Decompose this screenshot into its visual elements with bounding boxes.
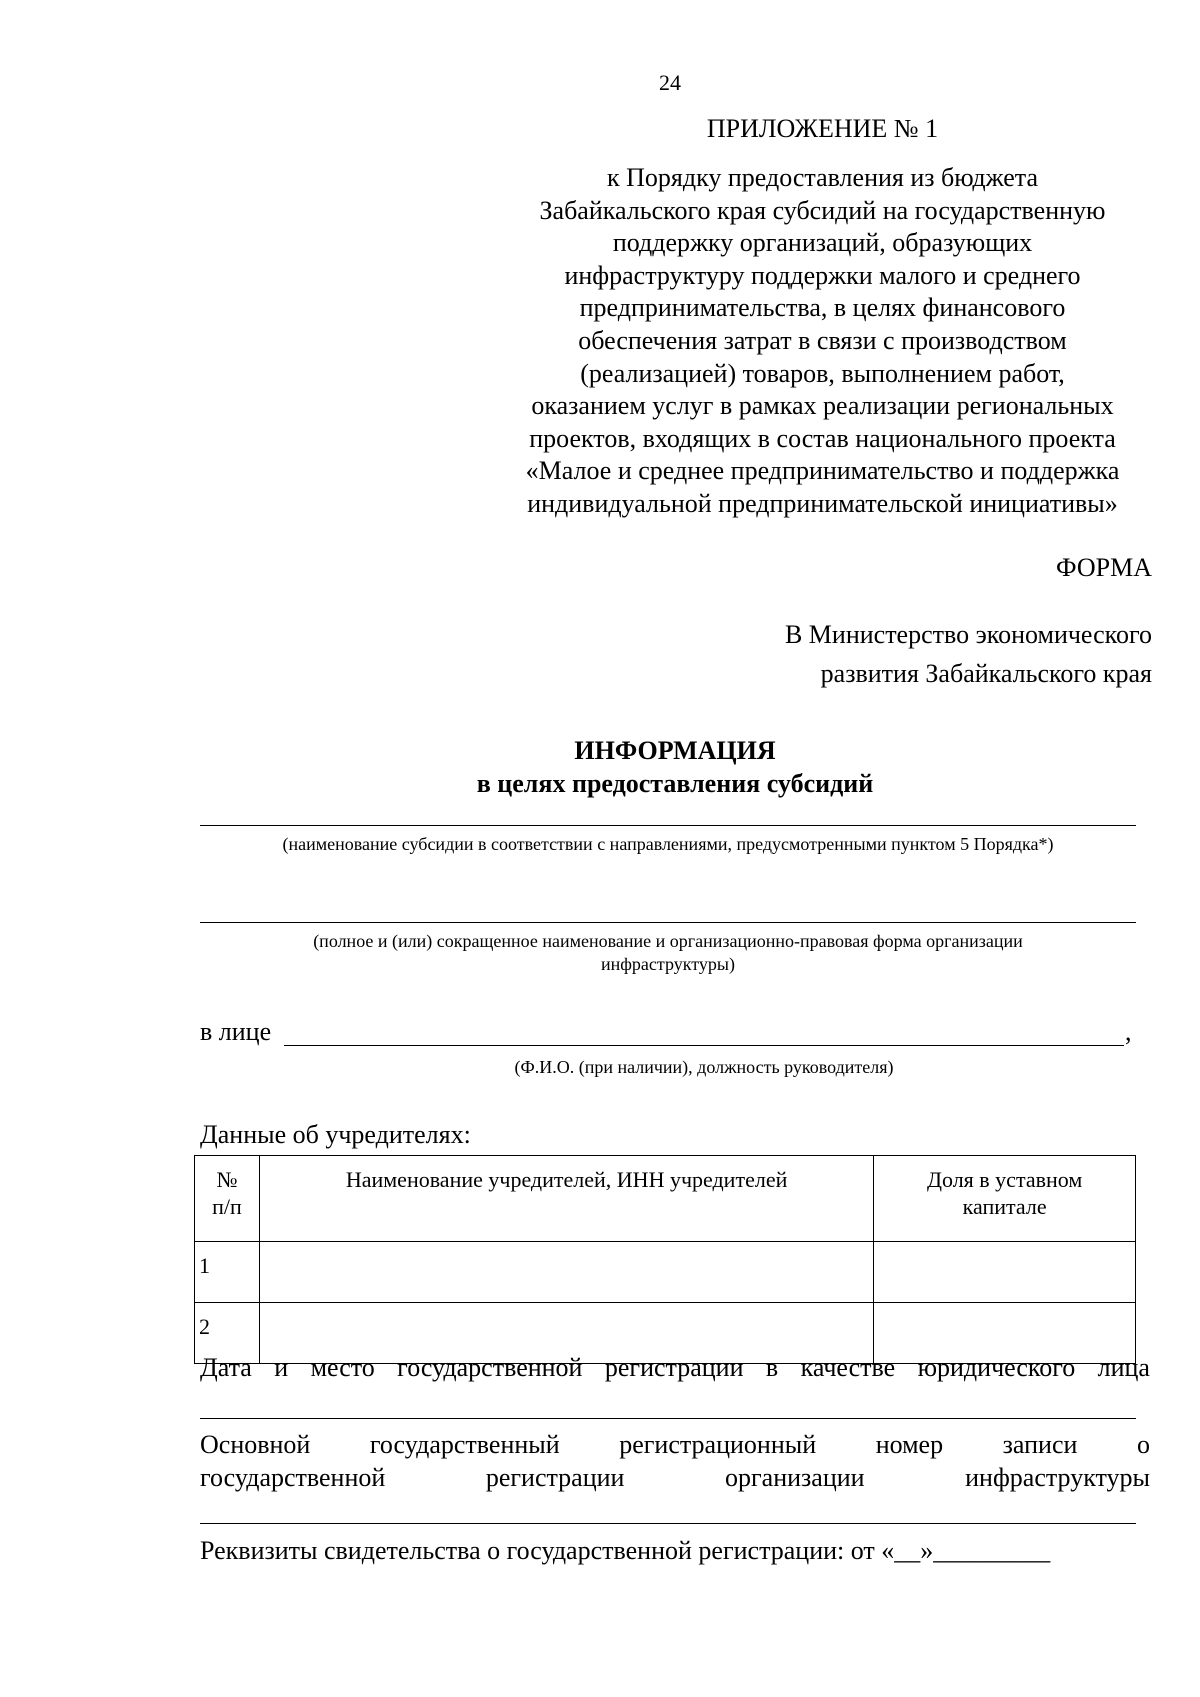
label-word: регистрации (604, 1353, 744, 1382)
label-word: и (274, 1353, 289, 1382)
appendix-line: индивидуальной предпринимательской инициативы» (527, 488, 1118, 518)
column-header-share-line: Доля в уставном (926, 1167, 1083, 1192)
addressee-line: В Министерство экономического (784, 620, 1152, 649)
ogrn-label-line (200, 1463, 1150, 1493)
ogrn-field-line[interactable] (200, 1523, 1136, 1524)
represented-by-comma: , (1125, 1017, 1132, 1046)
appendix-line: «Малое и среднее предпринимательство и поддержка (525, 456, 1120, 486)
document-title-main: ИНФОРМАЦИЯ (574, 736, 776, 765)
appendix-line: (реализацией) товаров, выполнением работ, (580, 358, 1065, 388)
label-word: государственный (369, 1430, 560, 1459)
org-name-hint-line: (полное и (или) сокращенное наименование и организационно-правовая форма организации (313, 931, 1023, 951)
founder-name-cell[interactable] (259, 1242, 873, 1303)
label-word: качестве (800, 1353, 896, 1382)
appendix-line: оказанием услуг в рамках реализации региональных (531, 391, 1114, 421)
appendix-line: Забайкальского края субсидий на государственную (539, 195, 1106, 225)
appendix-line: инфраструктуру поддержки малого и среднего (564, 260, 1081, 290)
label-word: лица (1097, 1353, 1150, 1382)
column-header-share (874, 1156, 1136, 1242)
appendix-line: к Порядку предоставления из бюджета (607, 163, 1038, 192)
founders-table-header (195, 1156, 1136, 1242)
represented-by-label: в лице (200, 1017, 272, 1046)
head-name-hint: (Ф.И.О. (при наличии), должность руководителя) (514, 1057, 894, 1077)
org-name-field-line[interactable] (200, 922, 1136, 923)
label-word: государственной (397, 1353, 583, 1382)
row-number-cell: 2 (195, 1303, 260, 1364)
org-name-hint (200, 930, 1136, 976)
document-title-sub: в целях предоставления субсидий (476, 769, 874, 798)
label-word: государственной (200, 1463, 386, 1492)
ogrn-label-line (200, 1430, 1150, 1460)
document-title (200, 734, 1150, 800)
table-row (195, 1242, 1136, 1303)
founder-share-cell[interactable] (874, 1242, 1136, 1303)
certificate-details-label: Реквизиты свидетельства о государственной регистрации: от «__»_________ (200, 1536, 1051, 1565)
label-word: в (765, 1353, 779, 1382)
appendix-description (475, 162, 1170, 521)
label-word: записи (1002, 1430, 1078, 1459)
form-label: ФОРМА (1056, 553, 1152, 582)
label-word: организации (725, 1463, 865, 1492)
org-name-hint-line: инфраструктуры) (601, 954, 735, 974)
appendix-title: ПРИЛОЖЕНИЕ № 1 (706, 114, 939, 143)
label-word: номер (875, 1430, 944, 1459)
head-name-field-line[interactable] (284, 1045, 1124, 1046)
appendix-line: предпринимательства, в целях финансового (579, 293, 1066, 323)
addressee (785, 615, 1152, 693)
appendix-line: обеспечения затрат в связи с производством (578, 325, 1067, 355)
column-header-share-line: капитале (962, 1194, 1047, 1219)
label-word: место (310, 1353, 375, 1382)
subsidy-name-hint: (наименование субсидии в соответствии с направлениями, предусмотренными пунктом 5 Порядка*) (282, 834, 1054, 854)
registration-date-field-line[interactable] (200, 1418, 1136, 1419)
founders-heading: Данные об учредителях: (200, 1120, 471, 1149)
page-number: 24 (659, 70, 681, 95)
label-word: регистрации (485, 1463, 625, 1492)
subsidy-name-field-line[interactable] (200, 825, 1136, 826)
column-header-name: Наименование учредителей, ИНН учредителей (259, 1156, 873, 1242)
founders-table (194, 1155, 1136, 1364)
column-header-number-line: п/п (212, 1194, 242, 1219)
appendix-line: проектов, входящих в состав национального проекта (529, 423, 1116, 453)
label-word: регистрационный (619, 1430, 817, 1459)
label-word: инфраструктуры (965, 1463, 1150, 1492)
addressee-line: развития Забайкальского края (820, 659, 1152, 688)
label-word: Дата (200, 1353, 252, 1382)
appendix-line: поддержку организаций, образующих (612, 228, 1033, 258)
row-number-cell: 1 (195, 1242, 260, 1303)
label-word: о (1136, 1430, 1150, 1459)
column-header-number (195, 1156, 260, 1242)
column-header-number-line: № (216, 1167, 238, 1192)
label-word: юридического (917, 1353, 1076, 1382)
registration-date-label (200, 1353, 1150, 1383)
label-word: Основной (200, 1430, 311, 1459)
